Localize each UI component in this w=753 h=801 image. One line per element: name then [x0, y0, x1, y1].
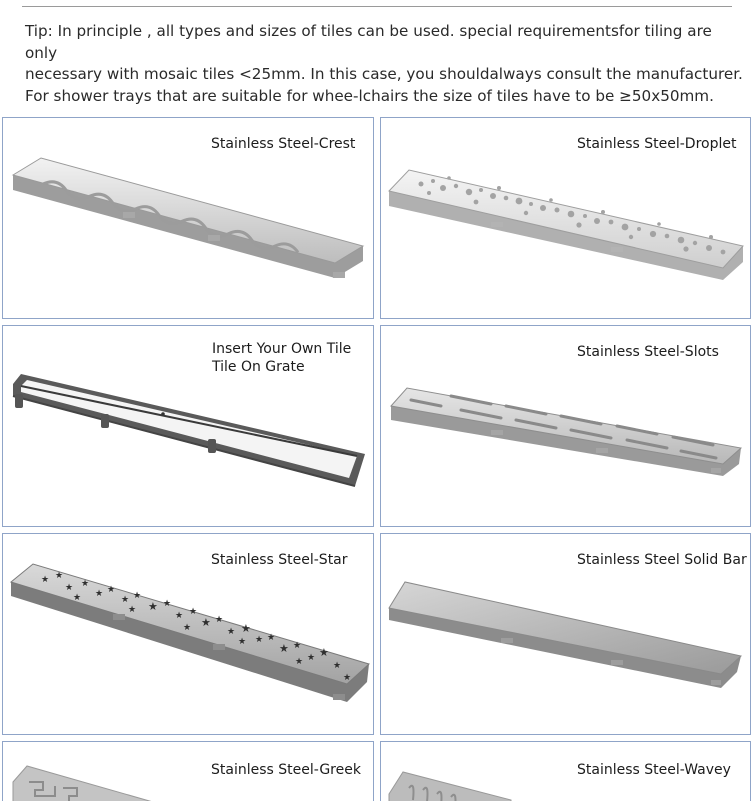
product-card-crest[interactable] [2, 117, 374, 319]
svg-text:★: ★ [201, 616, 211, 629]
svg-text:★: ★ [227, 627, 236, 637]
product-card-star[interactable] [2, 533, 374, 735]
product-label: Stainless Steel-Greek [211, 762, 361, 778]
svg-text:★: ★ [293, 641, 302, 651]
svg-text:★: ★ [121, 595, 130, 605]
product-label: Stainless Steel-Crest [211, 136, 356, 152]
stars-icon [3, 534, 374, 735]
svg-text:★: ★ [163, 599, 172, 609]
product-label: Stainless Steel-Slots [577, 344, 719, 360]
svg-text:★: ★ [238, 637, 247, 647]
svg-text:★: ★ [133, 591, 142, 601]
product-card-wavey[interactable] [380, 741, 751, 801]
svg-text:★: ★ [215, 615, 224, 625]
product-card-tile-insert[interactable] [2, 325, 374, 527]
svg-text:★: ★ [343, 673, 352, 683]
tip-paragraph: Tip: In principle , all types and sizes of tiles can be used. special requirementsfor tiling are only necessary with mosaic tiles <25mm. In this case, you shouldalways consult the manufacturer. For shower trays that are suitable for whee-lchairs the size of tiles have to be ≥50x50mm. [25, 22, 743, 105]
product-card-greek[interactable] [2, 741, 374, 801]
svg-text:★: ★ [183, 623, 192, 633]
svg-text:★: ★ [55, 571, 64, 581]
product-label: Stainless Steel Solid Bar [577, 552, 747, 568]
svg-text:★: ★ [175, 611, 184, 621]
product-label: Stainless Steel-Wavey [577, 762, 731, 778]
product-label: Stainless Steel-Droplet [577, 136, 737, 152]
svg-text:★: ★ [279, 642, 289, 655]
svg-text:★: ★ [189, 607, 198, 617]
svg-text:★: ★ [81, 579, 90, 589]
svg-text:★: ★ [41, 575, 50, 585]
wave-icon [3, 118, 374, 319]
tile-insert-icon [3, 326, 374, 527]
product-card-solid-bar[interactable] [380, 533, 751, 735]
svg-text:★: ★ [319, 646, 329, 659]
dots-icon [381, 118, 751, 319]
solid-icon [381, 534, 751, 735]
top-divider [22, 6, 732, 7]
svg-text:★: ★ [241, 622, 251, 635]
svg-text:★: ★ [107, 585, 116, 595]
product-card-slots[interactable] [380, 325, 751, 527]
slots-icon [381, 326, 751, 527]
svg-text:★: ★ [333, 661, 342, 671]
svg-text:★: ★ [267, 633, 276, 643]
svg-text:★: ★ [95, 589, 104, 599]
product-card-droplet[interactable] [380, 117, 751, 319]
svg-text:★: ★ [255, 635, 264, 645]
svg-text:★: ★ [307, 653, 316, 663]
svg-text:★: ★ [128, 605, 137, 615]
svg-text:★: ★ [148, 600, 158, 613]
wavey-icon [381, 742, 751, 801]
svg-text:★: ★ [65, 583, 74, 593]
svg-text:★: ★ [295, 657, 304, 667]
greek-icon [3, 742, 374, 801]
svg-text:★: ★ [73, 593, 82, 603]
product-label: Stainless Steel-Star [211, 552, 348, 568]
product-label: Insert Your Own Tile Tile On Grate [212, 341, 352, 375]
